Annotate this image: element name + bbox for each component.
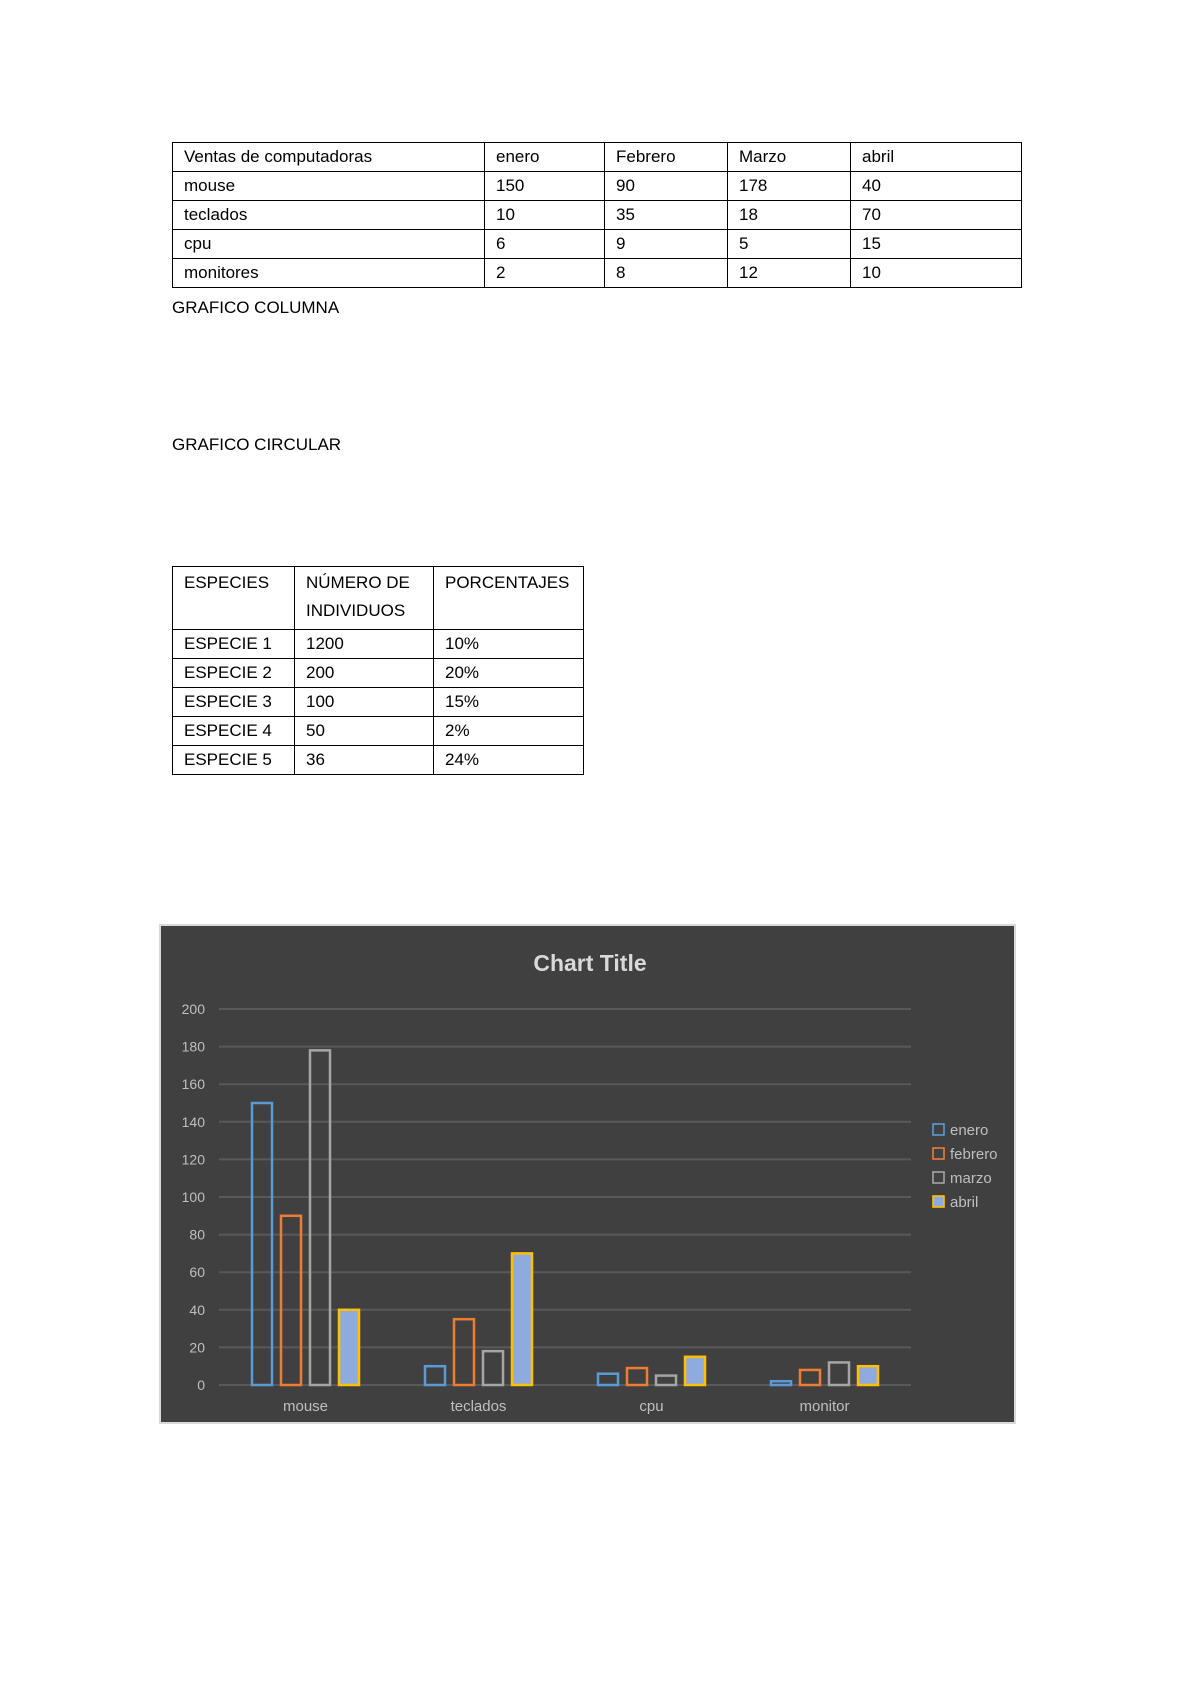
y-tick-label: 80 [189, 1226, 205, 1243]
table-cell: 50 [295, 717, 434, 746]
bar-enero-monitor [771, 1381, 791, 1385]
legend-swatch-abril [933, 1196, 944, 1207]
y-tick-label: 20 [189, 1339, 205, 1356]
table-cell: mouse [173, 172, 485, 201]
bar-abril-teclados [512, 1253, 532, 1385]
bar-abril-cpu [685, 1357, 705, 1385]
table-row [173, 746, 584, 775]
y-tick-label: 160 [181, 1076, 205, 1093]
sales-table [172, 142, 1022, 288]
y-tick-label: 0 [197, 1377, 205, 1393]
legend-label-marzo: marzo [950, 1170, 992, 1187]
x-tick-label: teclados [450, 1398, 507, 1415]
table-cell: 9 [605, 230, 728, 259]
table-row [173, 688, 584, 717]
y-tick-label: 100 [181, 1189, 205, 1205]
table-cell: 2 [485, 259, 605, 288]
table-row [173, 201, 1022, 230]
table-row [173, 172, 1022, 201]
table-cell: 35 [605, 201, 728, 230]
table-cell: 15 [851, 230, 1022, 259]
y-tick-label: 60 [189, 1264, 205, 1281]
table-cell: 18 [728, 201, 851, 230]
bar-marzo-teclados [483, 1351, 503, 1385]
y-tick-label: 180 [181, 1038, 205, 1055]
header-cell: Ventas de computadoras [173, 143, 485, 172]
table-cell: 12 [728, 259, 851, 288]
y-tick-label: 200 [181, 1001, 205, 1017]
table-cell: 2% [434, 717, 584, 746]
bar-febrero-cpu [627, 1368, 647, 1385]
table-row [173, 230, 1022, 259]
legend-label-enero: enero [950, 1122, 989, 1139]
table-cell: 36 [295, 746, 434, 775]
table-cell: 15% [434, 688, 584, 717]
table-cell: 40 [851, 172, 1022, 201]
pie-chart-label: GRAFICO CIRCULAR [172, 435, 342, 454]
table-cell: 6 [485, 230, 605, 259]
chart-title: Chart Title [533, 950, 647, 976]
header-cell: Marzo [728, 143, 851, 172]
y-tick-label: 40 [189, 1301, 205, 1318]
bar-enero-mouse [252, 1103, 272, 1385]
table-cell: 10 [851, 259, 1022, 288]
bar-abril-monitor [858, 1366, 878, 1385]
table-row [173, 259, 1022, 288]
table-cell: 200 [295, 659, 434, 688]
table-cell: 1200 [295, 630, 434, 659]
header-cell: ESPECIES [173, 567, 295, 630]
y-tick-label: 140 [181, 1113, 205, 1130]
bar-marzo-mouse [310, 1050, 330, 1385]
table-cell: ESPECIE 3 [173, 688, 295, 717]
species-table [172, 566, 584, 775]
column-chart [159, 924, 1016, 1424]
bar-marzo-cpu [656, 1376, 676, 1385]
legend-swatch-enero [933, 1124, 944, 1135]
x-tick-label: mouse [282, 1398, 329, 1415]
table-cell: cpu [173, 230, 485, 259]
header-cell: Febrero [605, 143, 728, 172]
legend-swatch-marzo [933, 1172, 944, 1183]
legend-label-febrero: febrero [950, 1146, 998, 1163]
table-cell: 90 [605, 172, 728, 201]
table-cell: monitores [173, 259, 485, 288]
header-cell: enero [485, 143, 605, 172]
bar-febrero-teclados [454, 1319, 474, 1385]
table-cell: 24% [434, 746, 584, 775]
legend-label-abril: abril [950, 1194, 979, 1211]
bar-febrero-mouse [281, 1216, 301, 1385]
table-cell: 70 [851, 201, 1022, 230]
bar-febrero-monitor [800, 1370, 820, 1385]
table-cell: 150 [485, 172, 605, 201]
header-cell: abril [851, 143, 1022, 172]
bar-marzo-monitor [829, 1362, 849, 1385]
table-cell: 8 [605, 259, 728, 288]
table-cell: ESPECIE 5 [173, 746, 295, 775]
column-chart-label: GRAFICO COLUMNA [172, 298, 340, 317]
table-cell: 10% [434, 630, 584, 659]
table-cell: 5 [728, 230, 851, 259]
table-cell: ESPECIE 1 [173, 630, 295, 659]
table-header-row [173, 567, 584, 630]
table-cell: ESPECIE 2 [173, 659, 295, 688]
bar-enero-teclados [425, 1366, 445, 1385]
header-cell: PORCENTAJES [434, 567, 584, 630]
chart-svg [161, 926, 1018, 1426]
x-tick-label: cpu [639, 1398, 664, 1415]
header-cell: NÚMERO DE INDIVIDUOS [295, 567, 434, 630]
table-cell: 100 [295, 688, 434, 717]
y-tick-label: 120 [181, 1151, 205, 1168]
legend-swatch-febrero [933, 1148, 944, 1159]
table-row [173, 659, 584, 688]
table-row [173, 717, 584, 746]
table-cell: 178 [728, 172, 851, 201]
table-cell: 20% [434, 659, 584, 688]
bar-enero-cpu [598, 1374, 618, 1385]
x-tick-label: monitor [799, 1398, 850, 1415]
bar-abril-mouse [339, 1310, 359, 1385]
table-header-row [173, 143, 1022, 172]
table-cell: teclados [173, 201, 485, 230]
table-cell: 10 [485, 201, 605, 230]
table-row [173, 630, 584, 659]
table-cell: ESPECIE 4 [173, 717, 295, 746]
